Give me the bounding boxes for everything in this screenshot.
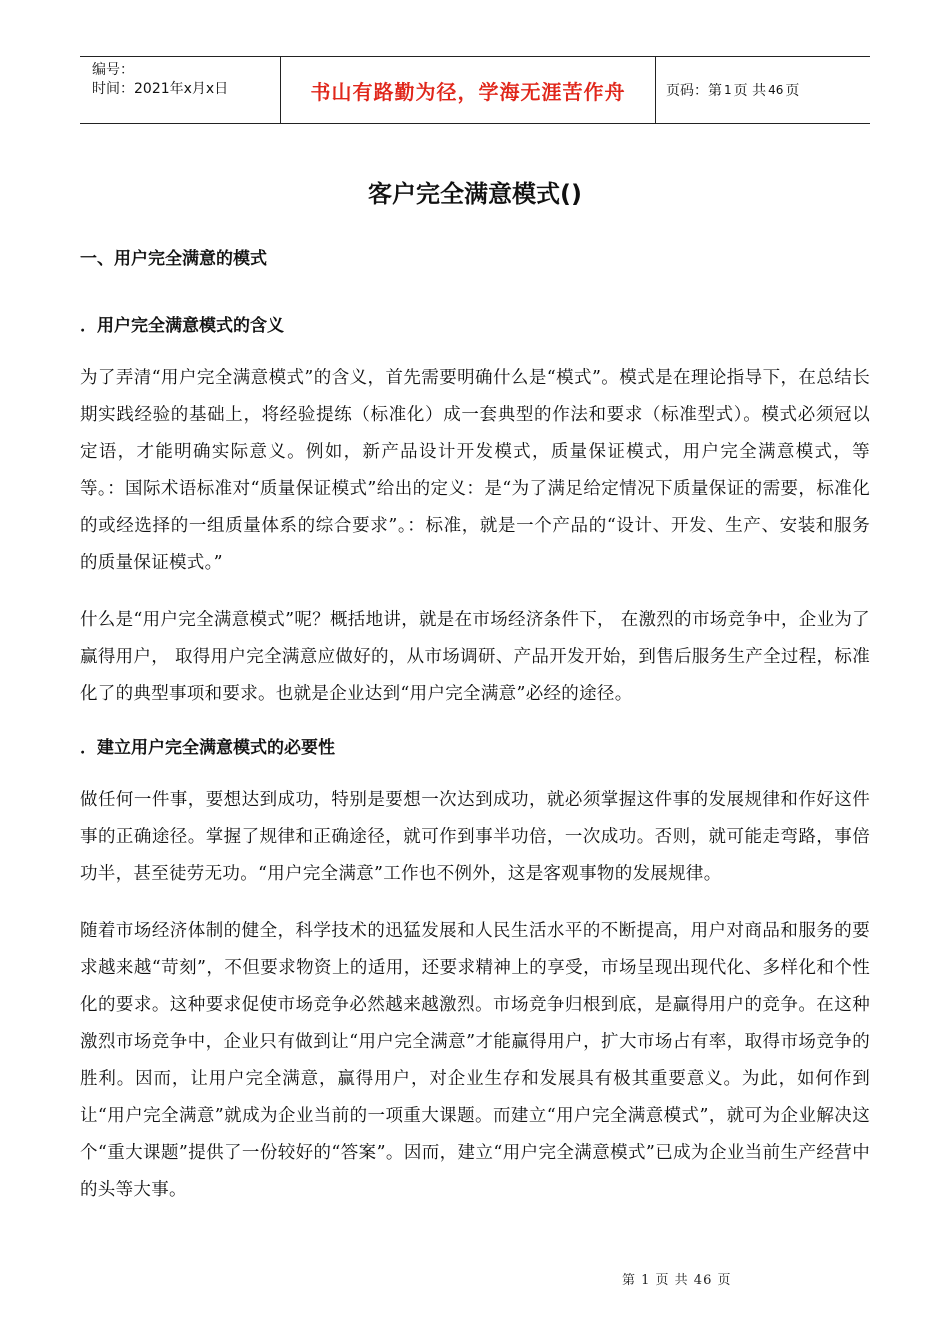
subsection-heading: ．建立用户完全满意模式的必要性 [80,738,335,758]
section-heading: 一、用户完全满意的模式 [80,249,267,269]
doc-date: 时间：2021年x月x日 [92,81,229,97]
page-current: 1 [724,83,732,97]
paragraph: 为了弄清“用户完全满意模式”的含义，首先需要明确什么是“模式”。模式是在理论指导下，在总结长期实践经验的基础上，将经验提练（标准化）成一套典型的作法和要求（标准型式）。模式必须冠以定语，才能明确实际意义。例如，新产品设计开发模式，质量保证模式，用户完全满意模式，等等。：国际术语标准对“质量保证模式”给出的定义：是“为了满足给定情况下质量保证的需要，标准化的或经选择的一组质量体系的综合要求”。：标准，就是一个产品的“设计、开发、生产、安装和服务的质量保证模式。” [80,368,870,573]
subsection-heading: ．用户完全满意模式的含义 [80,316,284,336]
page-mid: 页 共 [733,83,767,99]
page-prefix: 页码：第 [666,83,722,99]
doc-number-label: 编号： [92,62,134,78]
page-footer: 第 1 页 共 46 页 [622,1273,732,1288]
page-header [80,56,870,124]
paragraph: 什么是“用户完全满意模式”呢？概括地讲，就是在市场经济条件下， 在激烈的市场竞争中，企业为了赢得用户， 取得用户完全满意应做好的，从市场调研、产品开发开始，到售后服务生产全过程，标准化了的典型事项和要求。也就是企业达到“用户完全满意”必经的途径。 [80,610,870,704]
document-title: 客户完全满意模式() [368,180,582,208]
paragraph: 做任何一件事，要想达到成功，特别是要想一次达到成功，就必须掌握这件事的发展规律和作好这件事的正确途径。掌握了规律和正确途径，就可作到事半功倍，一次成功。否则，就可能走弯路，事倍功半，甚至徒劳无功。“用户完全满意”工作也不例外，这是客观事物的发展规律。 [80,790,870,884]
header-meta [80,57,281,123]
page-total: 46 [768,83,784,97]
header-page-info [656,57,870,123]
header-motto: 书山有路勤为径，学海无涯苦作舟 [281,57,656,123]
paragraph: 随着市场经济体制的健全，科学技术的迅猛发展和人民生活水平的不断提高，用户对商品和服务的要求越来越“苛刻”，不但要求物资上的适用，还要求精神上的享受，市场呈现出现代化、多样化和个性化的要求。这种要求促使市场竞争必然越来越激烈。市场竞争归根到底，是赢得用户的竞争。在这种激烈市场竞争中，企业只有做到让“用户完全满意”才能赢得用户，扩大市场占有率，取得市场竞争的胜利。因而，让用户完全满意，赢得用户，对企业生存和发展具有极其重要意义。为此，如何作到让“用户完全满意”就成为企业当前的一项重大课题。而建立“用户完全满意模式”，就可为企业解决这个“重大课题”提供了一份较好的“答案”。因而，建立“用户完全满意模式”已成为企业当前生产经营中的头等大事。 [80,921,870,1200]
page-suffix: 页 [785,83,800,99]
document-body [80,244,870,1229]
